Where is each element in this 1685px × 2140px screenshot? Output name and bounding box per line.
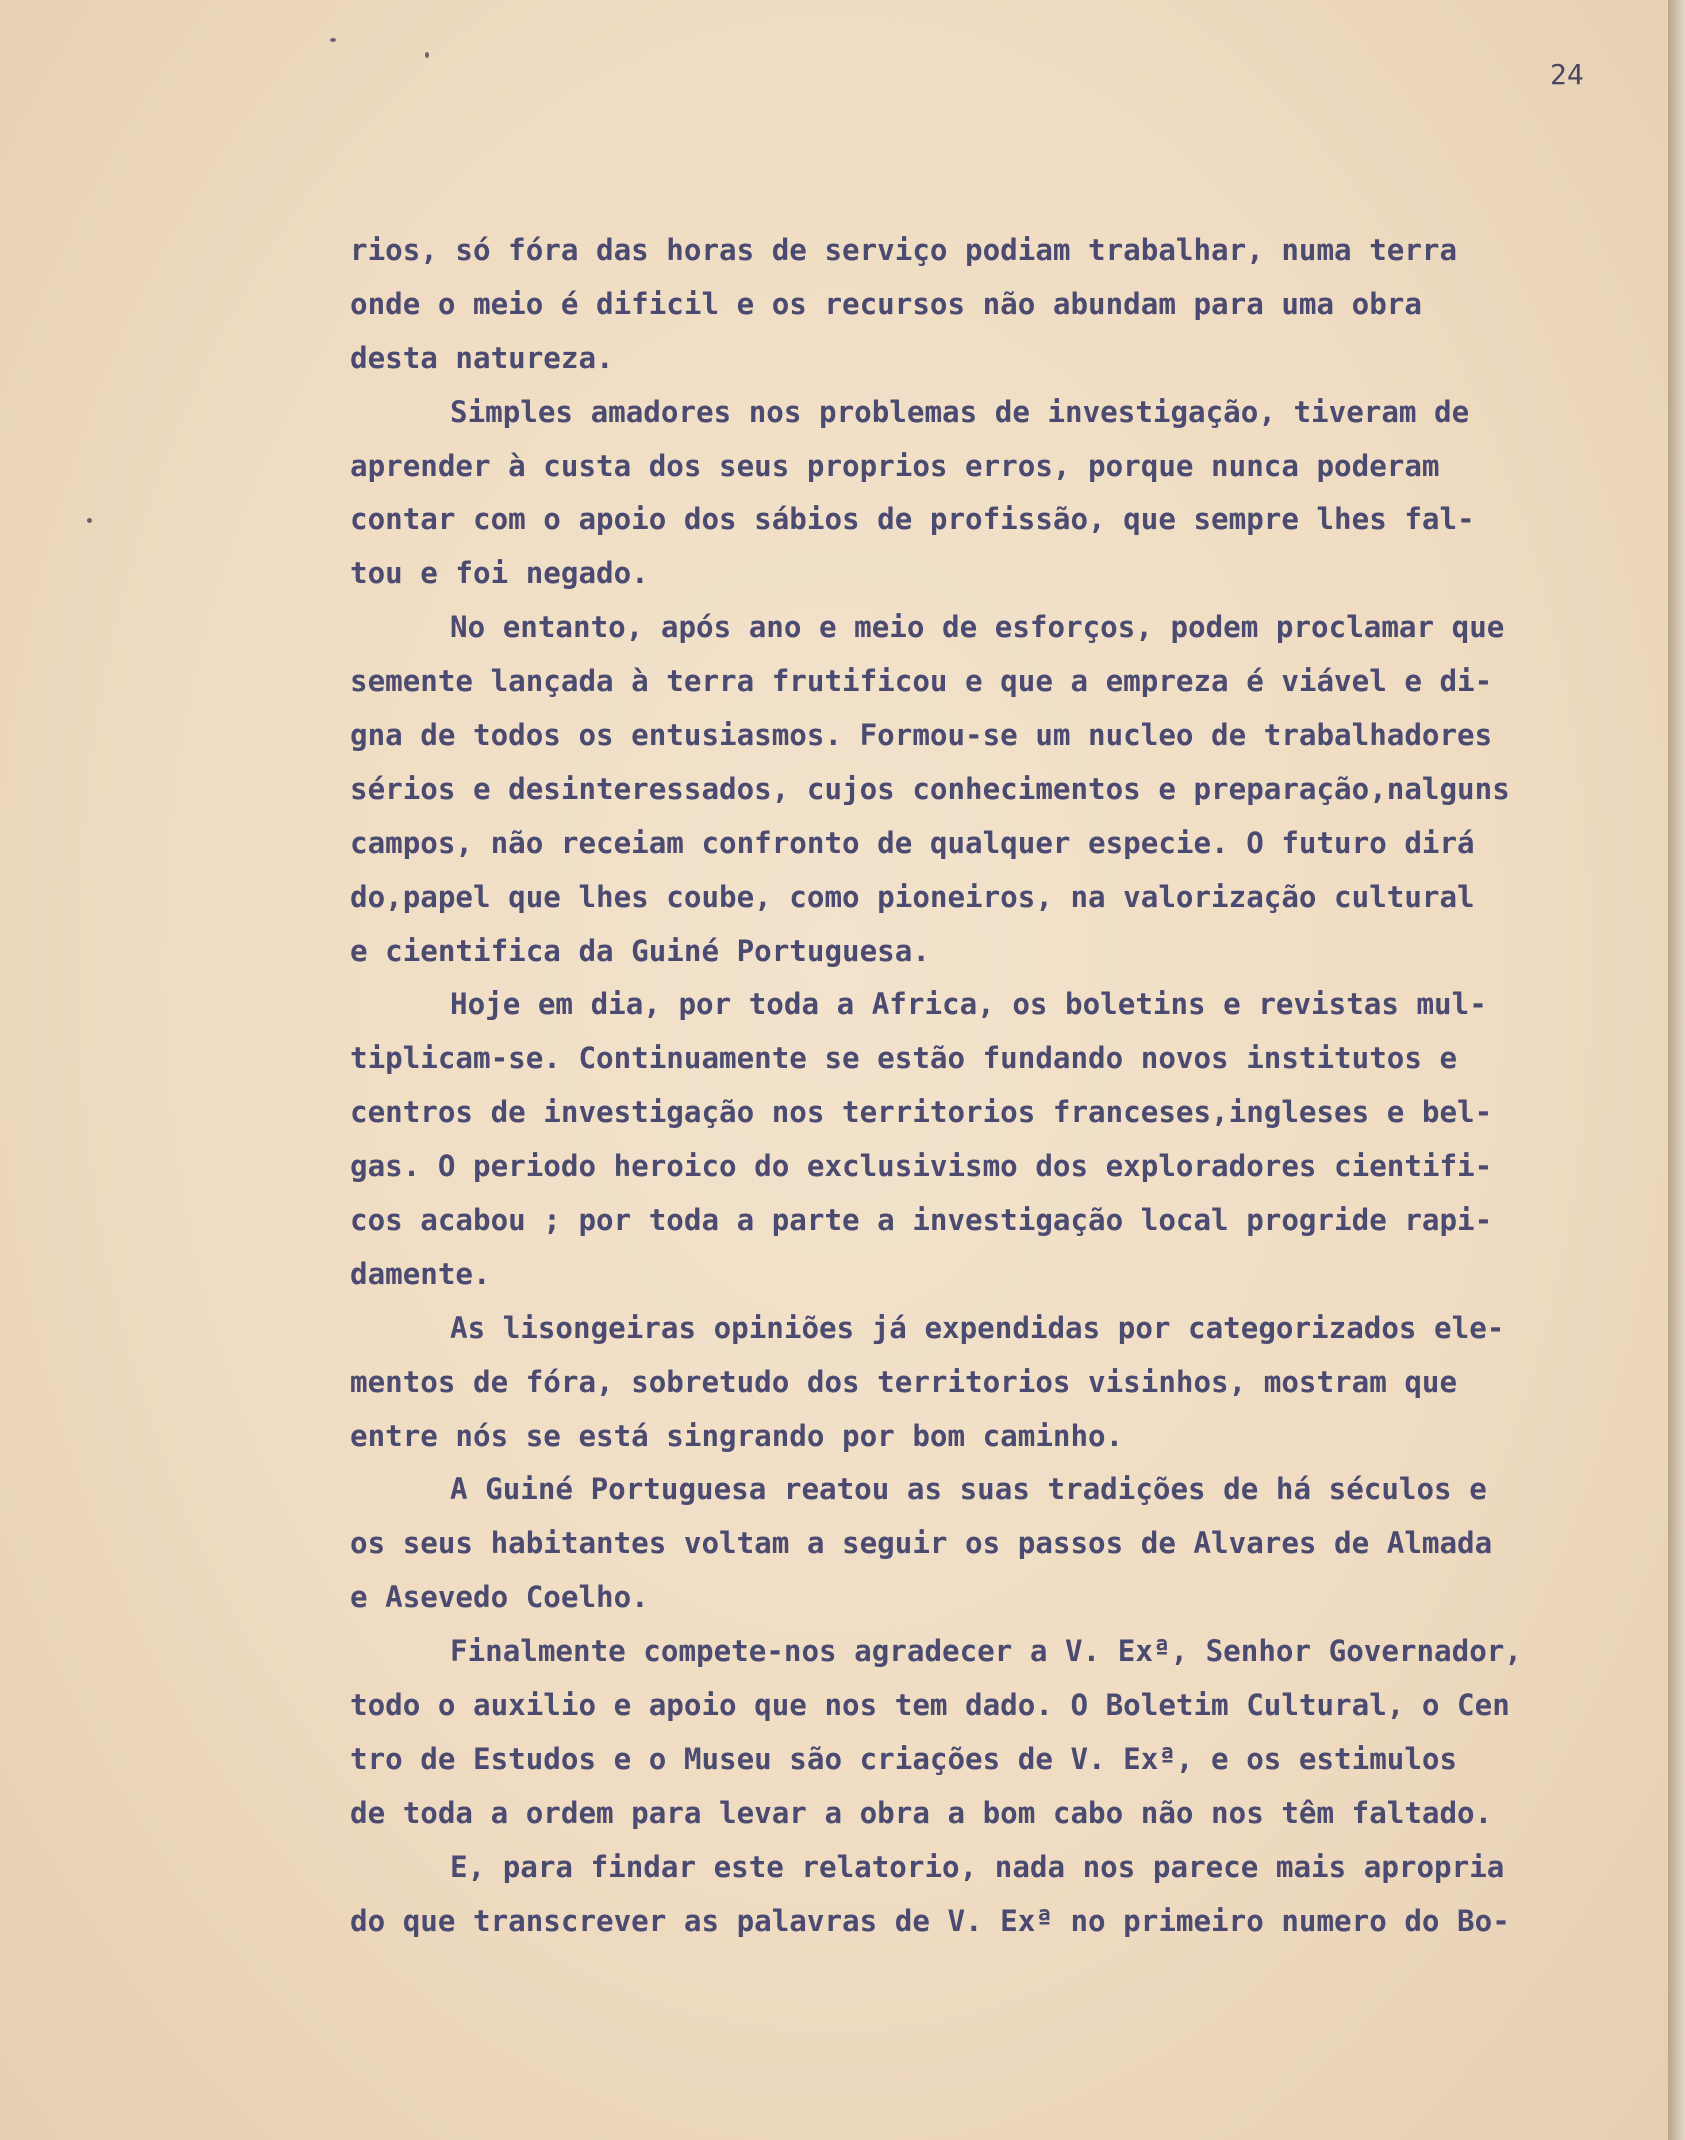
text-line: cos acabou ; por toda a parte a investigação local progride rapi-: [350, 1203, 1493, 1238]
text-line: Finalmente compete-nos agradecer a V. Exª, Senhor Governador,: [450, 1634, 1522, 1669]
text-line: do,papel que lhes coube, como pioneiros, na valorização cultural: [350, 879, 1475, 914]
text-line: e cientifica da Guiné Portuguesa.: [350, 933, 930, 968]
text-line: E, para findar este relatorio, nada nos parece mais apropria: [450, 1849, 1505, 1884]
page-edge: [1668, 0, 1685, 2140]
text-line: entre nós se está singrando por bom caminho.: [350, 1418, 1124, 1453]
text-line: campos, não receiam confronto de qualquer especie. O futuro dirá: [350, 825, 1475, 860]
text-line: tou e foi negado.: [350, 556, 649, 591]
text-line: gna de todos os entusiasmos. Formou-se um nucleo de trabalhadores: [350, 718, 1493, 753]
text-line: As lisongeiras opiniões já expendidas por categorizados ele-: [450, 1310, 1505, 1345]
text-line: os seus habitantes voltam a seguir os passos de Alvares de Almada: [350, 1526, 1493, 1561]
text-line: de toda a ordem para levar a obra a bom cabo não nos têm faltado.: [350, 1795, 1493, 1830]
text-line: No entanto, após ano e meio de esforços, podem proclamar que: [450, 610, 1505, 645]
paper-speck: [425, 52, 429, 58]
page-number: 24: [1550, 58, 1584, 91]
paper-speck: [330, 38, 336, 42]
text-line: semente lançada à terra frutificou e que a empreza é viável e di-: [350, 664, 1493, 699]
text-line: contar com o apoio dos sábios de profissão, que sempre lhes fal-: [350, 502, 1475, 537]
text-line: damente.: [350, 1256, 491, 1291]
text-line: mentos de fóra, sobretudo dos territorios visinhos, mostram que: [350, 1364, 1458, 1399]
text-line: Simples amadores nos problemas de investigação, tiveram de: [450, 394, 1470, 429]
text-line: tro de Estudos e o Museu são criações de V. Exª, e os estimulos: [350, 1741, 1458, 1776]
text-line: rios, só fóra das horas de serviço podiam trabalhar, numa terra: [350, 233, 1458, 267]
text-line: A Guiné Portuguesa reatou as suas tradições de há séculos e: [450, 1472, 1487, 1507]
text-line: todo o auxilio e apoio que nos tem dado. O Boletim Cultural, o Cen: [350, 1688, 1510, 1723]
paper-speck: [87, 518, 92, 523]
text-line: sérios e desinteressados, cujos conhecimentos e preparação,nalguns: [350, 771, 1510, 806]
text-line: centros de investigação nos territorios franceses,ingleses e bel-: [350, 1095, 1493, 1130]
text-line: Hoje em dia, por toda a Africa, os boletins e revistas mul-: [450, 987, 1487, 1022]
text-line: aprender à custa dos seus proprios erros, porque nunca poderam: [350, 448, 1440, 483]
text-line: gas. O periodo heroico do exclusivismo dos exploradores cientifi-: [350, 1149, 1493, 1184]
text-line: onde o meio é dificil e os recursos não abundam para uma obra: [350, 286, 1422, 321]
text-line: do que transcrever as palavras de V. Exª no primeiro numero do Bo-: [350, 1903, 1510, 1938]
body-text: [350, 224, 1650, 1949]
text-line: desta natureza.: [350, 340, 614, 375]
text-line: tiplicam-se. Continuamente se estão fundando novos institutos e: [350, 1041, 1458, 1076]
text-line: e Asevedo Coelho.: [350, 1580, 649, 1615]
